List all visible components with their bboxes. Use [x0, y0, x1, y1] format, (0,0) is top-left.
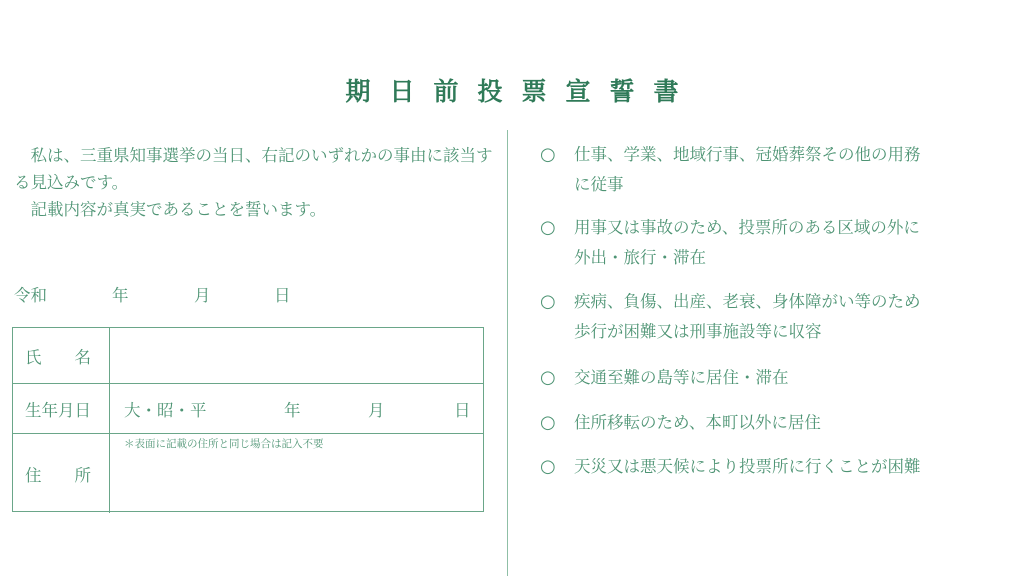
birthdate-row	[13, 384, 483, 434]
date-month: 月	[194, 286, 211, 305]
birth-day-label: 日	[454, 401, 471, 420]
checkbox-circle-icon[interactable]: ○	[540, 412, 556, 433]
name-row	[13, 328, 483, 384]
checkbox-circle-icon[interactable]: ○	[540, 291, 556, 312]
checkbox-circle-icon[interactable]: ○	[540, 456, 556, 477]
checkbox-circle-icon[interactable]: ○	[540, 217, 556, 238]
name-label: 氏 名	[13, 328, 110, 383]
birthdate-field[interactable]	[110, 384, 483, 433]
birth-month-label: 月	[368, 401, 385, 420]
birth-era-options: 大・昭・平	[124, 401, 207, 420]
declaration-line-1: 私は、三重県知事選挙の当日、右記のいずれかの事由に該当する見込みです。	[14, 146, 493, 192]
date-year: 年	[112, 286, 129, 305]
declaration-line-2: 記載内容が真実であることを誓います。	[30, 200, 327, 219]
address-note: ＊表面に記載の住所と同じ場合は記入不要	[124, 438, 324, 450]
address-row	[13, 434, 483, 513]
name-field[interactable]	[110, 328, 483, 383]
date-era: 令和	[14, 286, 47, 305]
address-field[interactable]	[110, 434, 483, 513]
center-divider	[507, 130, 508, 576]
checkbox-circle-icon[interactable]: ○	[540, 144, 556, 165]
declaration-text	[14, 142, 494, 223]
birthdate-label: 生年月日	[13, 384, 110, 433]
birth-year-label: 年	[284, 401, 301, 420]
date-day: 日	[274, 286, 291, 305]
address-label: 住 所	[13, 434, 110, 513]
page-title: 期日前投票宣誓書	[345, 77, 698, 106]
applicant-form	[12, 327, 484, 512]
checkbox-circle-icon[interactable]: ○	[540, 367, 556, 388]
